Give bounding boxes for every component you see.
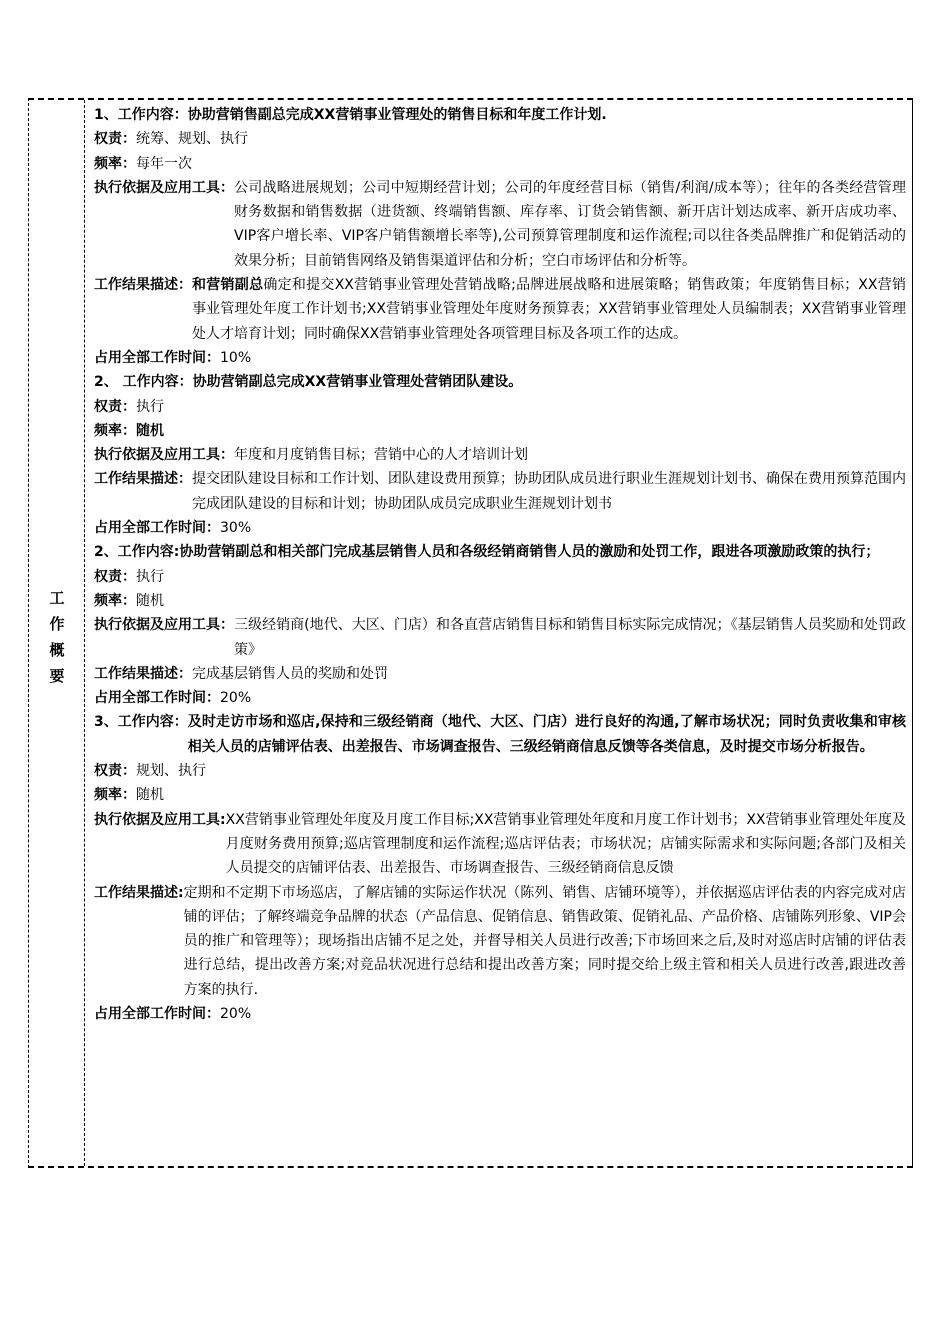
basis-label: 执行依据及应用工具:	[94, 811, 226, 828]
duty-label: 权责：	[94, 131, 136, 148]
time-label: 占用全部工作时间：	[94, 1005, 220, 1022]
side-label-char: 要	[49, 667, 65, 685]
column-divider	[84, 100, 85, 1166]
result-value: 提交团队建设目标和工作计划、团队建设费用预算；协助团队成员进行职业生涯规划计划书、确保在费用预算范围内完成团队建设的目标和计划；协助团队成员完成职业生涯规划计划书	[192, 471, 906, 512]
frequency-row	[94, 419, 906, 443]
duty-value: 统筹、规划、执行	[136, 131, 248, 148]
duty-label: 权责：	[94, 398, 136, 415]
work-item-4	[94, 710, 906, 1026]
duty-value: 执行	[136, 568, 164, 585]
result-row	[94, 273, 906, 346]
time-value: 20%	[220, 690, 252, 707]
work-item-title	[94, 540, 906, 564]
frequency-label: 频率：	[94, 155, 136, 172]
work-item-1	[94, 103, 906, 370]
side-label-char: 工	[49, 589, 65, 607]
frequency-row	[94, 152, 906, 176]
side-label-char: 概	[49, 641, 65, 659]
basis-row	[94, 443, 906, 467]
title-label: 3、工作内容：	[94, 714, 188, 731]
basis-row	[94, 176, 906, 273]
result-value: 完成基层销售人员的奖励和处罚	[192, 665, 388, 682]
basis-label: 执行依据及应用工具：	[94, 179, 234, 196]
frequency-label: 频率：	[94, 422, 136, 439]
frequency-label: 频率：	[94, 787, 136, 804]
work-item-title	[94, 710, 906, 759]
duty-value: 执行	[136, 398, 164, 415]
basis-label: 执行依据及应用工具：	[94, 617, 234, 634]
duty-label: 权责：	[94, 763, 136, 780]
duty-label: 权责：	[94, 568, 136, 585]
frequency-row	[94, 589, 906, 613]
title-label: 1、工作内容：	[94, 107, 188, 123]
work-item-3	[94, 540, 906, 710]
title-label: 2、工作内容:	[94, 544, 180, 561]
result-value	[192, 273, 906, 346]
basis-value: 公司战略进展规划；公司中短期经营计划；公司的年度经营目标（销售/利润/成本等）；往年的各类经营管理财务数据和销售数据（进货额、终端销售额、库存率、订货会销售额、新开店计划达成率、新开店成功率、VIP客户增长率、VIP客户销售额增长率等),公司预算管理制度和运作流程;司以往各类品牌推广和促销活动的效果分析；目前销售网络及销售渠道评估和分析；空白市场评估和分析等。	[234, 179, 906, 269]
work-item-2	[94, 370, 906, 540]
title-text: 协助营销副总和相关部门完成基层销售人员和各级经销商销售人员的激励和处罚工作，跟进各项激励政策的执行；	[179, 544, 880, 561]
work-content	[94, 103, 906, 1026]
time-value: 20%	[220, 1005, 252, 1022]
frequency-row	[94, 783, 906, 807]
work-item-title	[94, 103, 906, 127]
time-value: 30%	[220, 520, 252, 537]
time-row	[94, 516, 906, 540]
frequency-value: 每年一次	[136, 155, 192, 172]
duty-row	[94, 565, 906, 589]
frequency-value: 随机	[136, 787, 164, 804]
time-row	[94, 1002, 906, 1026]
basis-value: 年度和月度销售目标；营销中心的人才培训计划	[234, 447, 528, 464]
duty-row	[94, 759, 906, 783]
result-label: 工作结果描述：	[94, 665, 192, 682]
title-text: 协助营销副总完成XX营销事业管理处营销团队建设。	[192, 374, 523, 391]
time-value: 10%	[220, 349, 252, 366]
result-label: 工作结果描述：	[94, 471, 192, 488]
result-value: 定期和不定期下市场巡店，了解店铺的实际运作状况（陈列、销售、店铺环境等），并依据巡店评估表的内容完成对店铺的评估；了解终端竞争品牌的状态（产品信息、促销信息、销售政策、促销礼品、产品价格、店铺陈列形象、VIP会员的推广和管理等）；现场指出店铺不足之处，并督导相关人员进行改善;下市场回来之后,及时对巡店时店铺的评估表进行总结，提出改善方案;对竞品状况进行总结和提出改善方案；同时提交给上级主管和相关人员进行改善,跟进改善方案的执行.	[183, 884, 906, 998]
time-row	[94, 686, 906, 710]
time-row	[94, 346, 906, 370]
time-label: 占用全部工作时间：	[94, 520, 220, 537]
duty-row	[94, 127, 906, 151]
basis-row	[94, 808, 906, 881]
side-label-char: 作	[49, 615, 65, 633]
result-row	[94, 881, 906, 1002]
result-row	[94, 467, 906, 516]
result-row	[94, 662, 906, 686]
time-label: 占用全部工作时间：	[94, 349, 220, 366]
frequency-label: 频率：	[94, 592, 136, 609]
section-label-work-overview	[40, 585, 74, 689]
result-label: 工作结果描述：	[94, 277, 192, 294]
result-label: 工作结果描述:	[94, 884, 184, 901]
basis-row	[94, 613, 906, 662]
frequency-value: 随机	[136, 592, 164, 609]
title-text: 协助营销售副总完成XX营销事业管理处的销售目标和年度工作计划.	[187, 107, 607, 123]
duty-value: 规划、执行	[136, 763, 206, 780]
result-text: 确定和提交XX营销事业管理处营销战略;品牌进展战略和进展策略；销售政策；年度销售目标；XX营销事业管理处年度工作计划书;XX营销事业管理处年度财务预算表；XX营销事业管理处人员编制表；XX营销事业管理处人才培育计划；同时确保XX营销事业管理处各项管理目标及各项工作的达成。	[192, 277, 907, 342]
basis-label: 执行依据及应用工具：	[94, 447, 234, 464]
basis-value: XX营销事业管理处年度及月度工作目标;XX营销事业管理处年度和月度工作计划书；XX营销事业管理处年度及月度财务费用预算;巡店管理制度和运作流程;巡店评估表；市场状况；店铺实际需求和实际问题;各部门及相关人员提交的店铺评估表、出差报告、市场调查报告、三级经销商信息反馈	[225, 811, 906, 877]
time-label: 占用全部工作时间：	[94, 690, 220, 707]
frequency-value: 随机	[136, 422, 164, 439]
title-text: 及时走访市场和巡店,保持和三级经销商（地代、大区、门店）进行良好的沟通,了解市场状况；同时负责收集和审核相关人员的店铺评估表、出差报告、市场调查报告、三级经销商信息反馈等各类信息，及时提交市场分析报告。	[187, 714, 906, 755]
result-bold: 和营销副总	[192, 277, 264, 294]
duty-row	[94, 395, 906, 419]
title-label: 2、 工作内容：	[94, 374, 193, 391]
basis-value: 三级经销商(地代、大区、门店）和各直营店销售目标和销售目标实际完成情况；《基层销售人员奖励和处罚政策》	[234, 617, 906, 658]
work-item-title	[94, 370, 906, 394]
